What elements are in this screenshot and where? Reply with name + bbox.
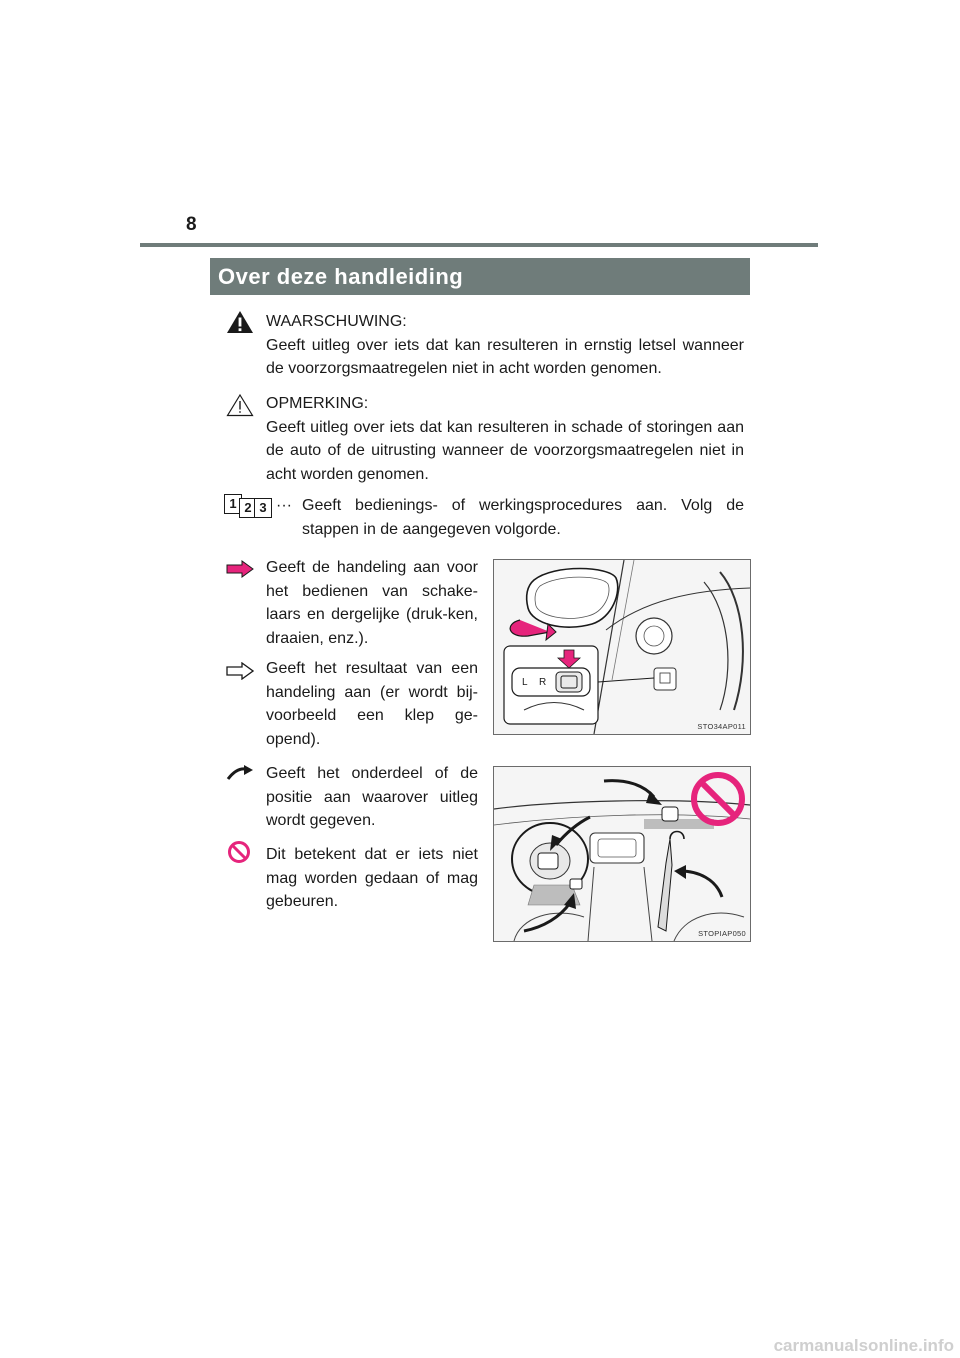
watermark: carmanualsonline.info	[773, 1336, 954, 1355]
interior-illustration	[494, 767, 750, 941]
prohibited-text: Dit betekent dat er iets niet mag worden gedaan of mag gebeuren.	[266, 846, 478, 910]
warning-triangle-filled-icon	[226, 310, 254, 334]
step-1-box: 1	[224, 494, 242, 514]
warning-title: WAARSCHUWING:	[266, 313, 407, 330]
header-rule	[140, 243, 818, 247]
switch-label-l: L	[522, 677, 528, 688]
pink-filled-arrow-icon	[226, 560, 254, 578]
numbered-steps-icon	[224, 494, 274, 518]
result-text: Geeft het resultaat van een handeling aan (er wordt bij-voorbeeld een klep ge-opend).	[266, 660, 478, 748]
interior-figure	[493, 766, 751, 942]
interior-figure-code: STOPIAP050	[698, 929, 746, 938]
notice-title: OPMERKING:	[266, 395, 369, 412]
step-3-box: 3	[254, 498, 272, 518]
mirror-figure-code: STO34AP011	[697, 722, 746, 731]
steps-text: Geeft bedienings- of werkingsprocedures aan. Volg de stappen in de aangegeven volgorde.	[302, 497, 744, 538]
warning-block	[266, 310, 744, 381]
notice-triangle-outline-icon	[226, 393, 254, 417]
page-number: 8	[186, 214, 197, 235]
mirror-illustration	[494, 560, 750, 734]
mirror-adjust-figure	[493, 559, 751, 735]
notice-text: Geeft uitleg over iets dat kan resulteren in schade of storingen aan de auto of de uitrusting wanneer de voorzorgsmaatregelen niet in acht worden genomen.	[266, 418, 744, 483]
prohibited-circle-icon	[227, 840, 251, 864]
pointer-text: Geeft het onderdeel of de positie aan waarover uitleg wordt gegeven.	[266, 765, 478, 829]
step-2-box: 2	[239, 498, 257, 518]
switch-label-r: R	[539, 677, 547, 688]
steps-ellipsis: ···	[276, 497, 292, 514]
notice-block	[266, 392, 744, 486]
section-title: Over deze handleiding	[210, 258, 750, 295]
action-text: Geeft de handeling aan voor het bedienen van schake-laars en dergelijke (druk-ken, draaien, enz.).	[266, 559, 478, 647]
warning-text: Geeft uitleg over iets dat kan resulteren in ernstig letsel wanneer de voorzorgsmaatregelen niet in acht worden genomen.	[266, 336, 744, 377]
outline-arrow-icon	[226, 662, 254, 680]
curved-pointer-arrow-icon	[226, 765, 254, 781]
